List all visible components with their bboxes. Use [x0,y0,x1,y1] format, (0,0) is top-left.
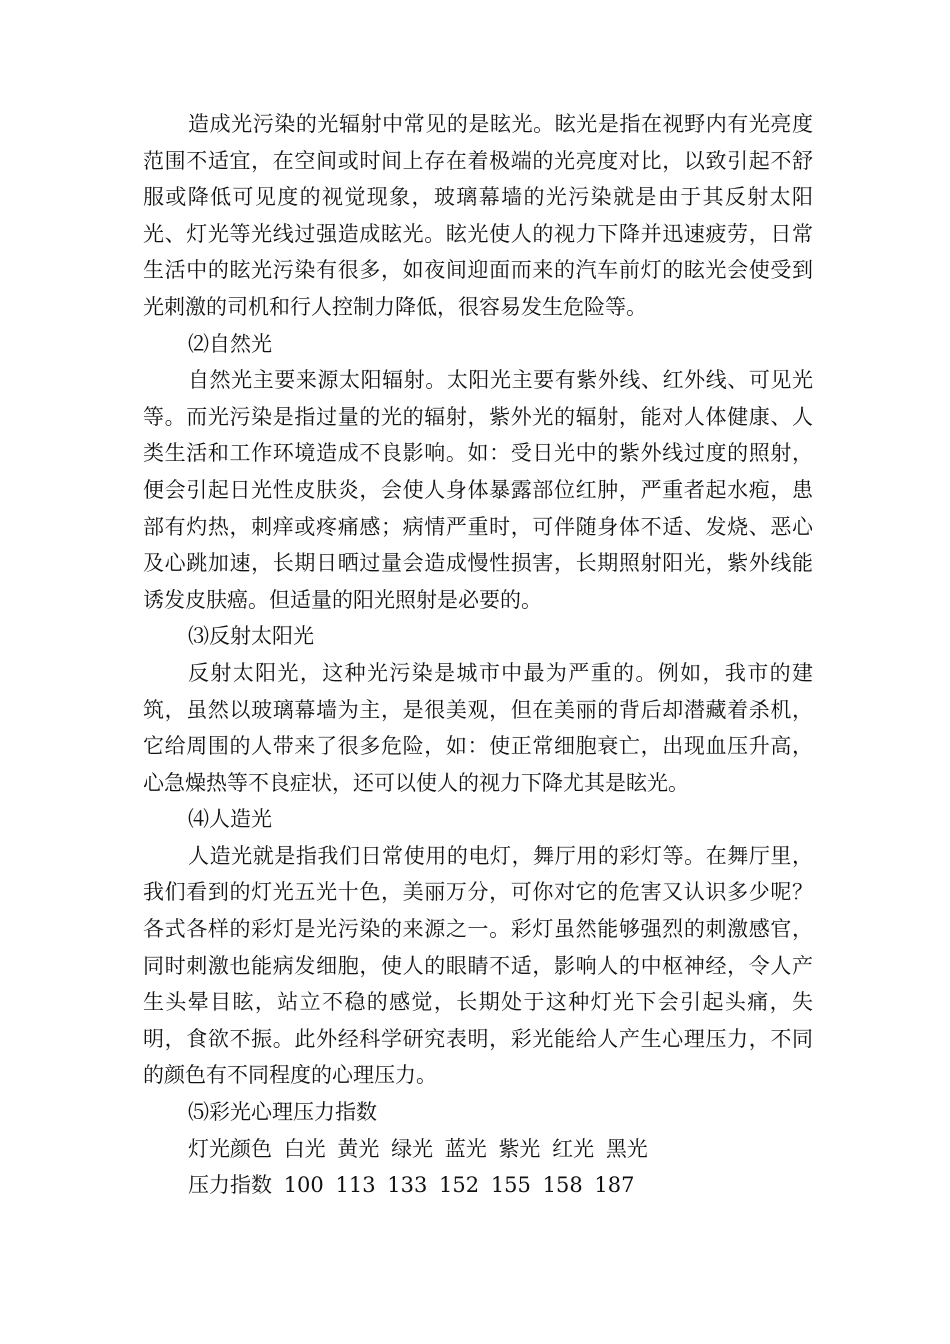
paragraph-artificial-light: 人造光就是指我们日常使用的电灯，舞厅用的彩灯等。在舞厅里，我们看到的灯光五光十色，美丽万分，可你对它的危害又认识多少呢？各式各样的彩灯是光污染的来源之一。彩灯虽然能够强烈的刺激感官，同时刺激也能病发细胞，使人的眼睛不适，影响人的中枢神经，令人产生头晕目眩，站立不稳的感觉，长期处于这种灯光下会引起头痛，失明，食欲不振。此外经科学研究表明，彩光能给人产生心理压力，不同的颜色有不同程度的心理压力。 [143,843,813,1088]
pressure-index-green: 133 [387,1173,428,1198]
paragraph-natural-light: 自然光主要来源太阳辐射。太阳光主要有紫外线、红外线、可见光等。而光污染是指过量的光的辐射，紫外光的辐射，能对人体健康、人类生活和工作环境造成不良影响。如：受日光中的紫外线过度的照射，便会引起日光性皮肤炎，会使人身体暴露部位红肿，严重者起水疱，患部有灼热，刺痒或疼痛感；病情严重时，可伴随身体不适、发烧、恶心及心跳加速，长期日晒过量会造成慢性损害，长期照射阳光，紫外线能诱发皮肤癌。但适量的阳光照射是必要的。 [143,368,813,612]
light-color-black: 黑光 [605,1136,648,1161]
light-color-yellow: 黄光 [337,1136,380,1161]
pressure-index-white: 100 [283,1173,324,1198]
paragraph-reflected-sunlight: 反射太阳光，这种光污染是城市中最为严重的。例如，我市的建筑，虽然以玻璃幕墙为主，是很美观，但在美丽的背后却潜藏着杀机，它给周围的人带来了很多危险，如：使正常细胞衰亡，出现血压升高，心急燥热等不良症状，还可以使人的视力下降尤其是眩光。 [143,660,813,795]
heading-artificial-light: ⑷人造光 [188,807,272,832]
pressure-index-black: 187 [594,1173,635,1198]
light-color-red: 红光 [552,1136,595,1161]
heading-color-pressure-index: ⑸彩光心理压力指数 [188,1100,377,1125]
pressure-index-red: 158 [542,1173,583,1198]
pressure-index-label: 压力指数 [188,1173,272,1198]
pressure-index-yellow: 113 [335,1173,376,1198]
pressure-index-row [143,1167,813,1204]
light-color-green: 绿光 [391,1136,434,1161]
light-color-blue: 蓝光 [444,1136,487,1161]
light-color-white: 白光 [283,1136,326,1161]
light-color-row [143,1131,813,1168]
heading-reflected-sunlight: ⑶反射太阳光 [188,624,314,649]
document-page [143,106,813,1204]
pressure-index-purple: 155 [490,1173,531,1198]
pressure-index-blue: 152 [439,1173,480,1198]
light-color-label: 灯光颜色 [188,1136,272,1161]
heading-natural-light: ⑵自然光 [188,331,272,356]
paragraph-glare: 造成光污染的光辐射中常见的是眩光。眩光是指在视野内有光亮度范围不适宜，在空间或时间上存在着极端的光亮度对比，以致引起不舒服或降低可见度的视觉现象，玻璃幕墙的光污染就是由于其反射太阳光、灯光等光线过强造成眩光。眩光使人的视力下降并迅速疲劳，日常生活中的眩光污染有很多，如夜间迎面而来的汽车前灯的眩光会使受到光刺激的司机和行人控制力降低，很容易发生危险等。 [143,112,813,319]
light-color-purple: 紫光 [498,1136,541,1161]
